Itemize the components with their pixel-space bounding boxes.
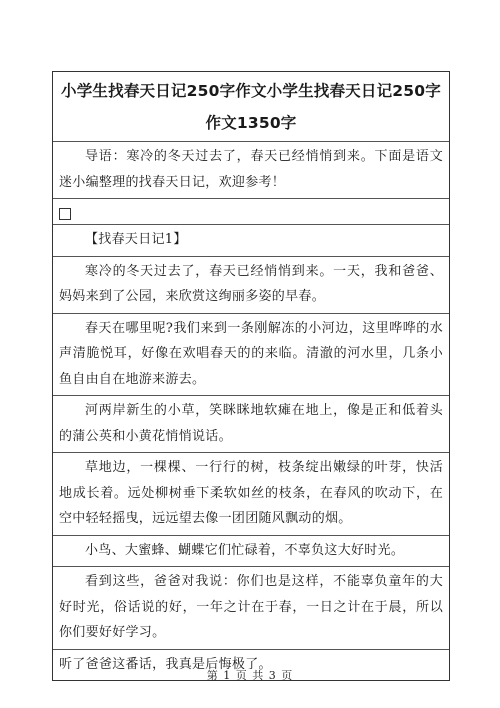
document-table — [52, 71, 450, 681]
paragraph: 河两岸新生的小草，笑眯眯地软瘫在地上，像是正和低着头的蒲公英和小黄花悄悄说话。 — [53, 396, 449, 453]
section-heading: 【找春天日记1】 — [53, 225, 449, 257]
intro-paragraph: 导语：寒冷的冬天过去了，春天已经悄悄到来。下面是语文迷小编整理的找春天日记，欢迎参考！ — [53, 142, 449, 199]
document-title: 小学生找春天日记250字作文小学生找春天日记250字作文1350字 — [53, 72, 449, 142]
paragraph: 听了爸爸这番话，我真是后悔极了。 — [59, 656, 272, 672]
paragraph: 小鸟、大蜜蜂、蝴蝶它们忙碌着，不辜负这大好时光。 — [53, 536, 449, 568]
paragraph: 春天在哪里呢?我们来到一条刚解冻的小河边，这里哗哗的水声清脆悦耳，好像在欢唱春天的的来临。清澈的河水里，几条小鱼自由自在地游来游去。 — [53, 314, 449, 397]
page-footer: 第 1 页 共 3 页 — [206, 669, 294, 682]
paragraph: 草地边，一棵棵、一行行的树，枝条绽出嫩绿的叶芽，快活地成长着。远处柳树垂下柔软如丝的枝条，在春风的吹动下，在空中轻轻摇曳，远远望去像一团团随风飘动的烟。 — [53, 453, 449, 536]
paragraph: 看到这些，爸爸对我说：你们也是这样，不能辜负童年的大好时光，俗话说的好，一年之计在于春，一日之计在于晨，所以你们要好好学习。 — [53, 567, 449, 650]
checkbox-row — [53, 199, 449, 225]
paragraph: 寒冷的冬天过去了，春天已经悄悄到来。一天，我和爸爸、妈妈来到了公园，来欣赏这绚丽多姿的早春。 — [53, 257, 449, 314]
checkbox-icon[interactable] — [59, 208, 71, 220]
